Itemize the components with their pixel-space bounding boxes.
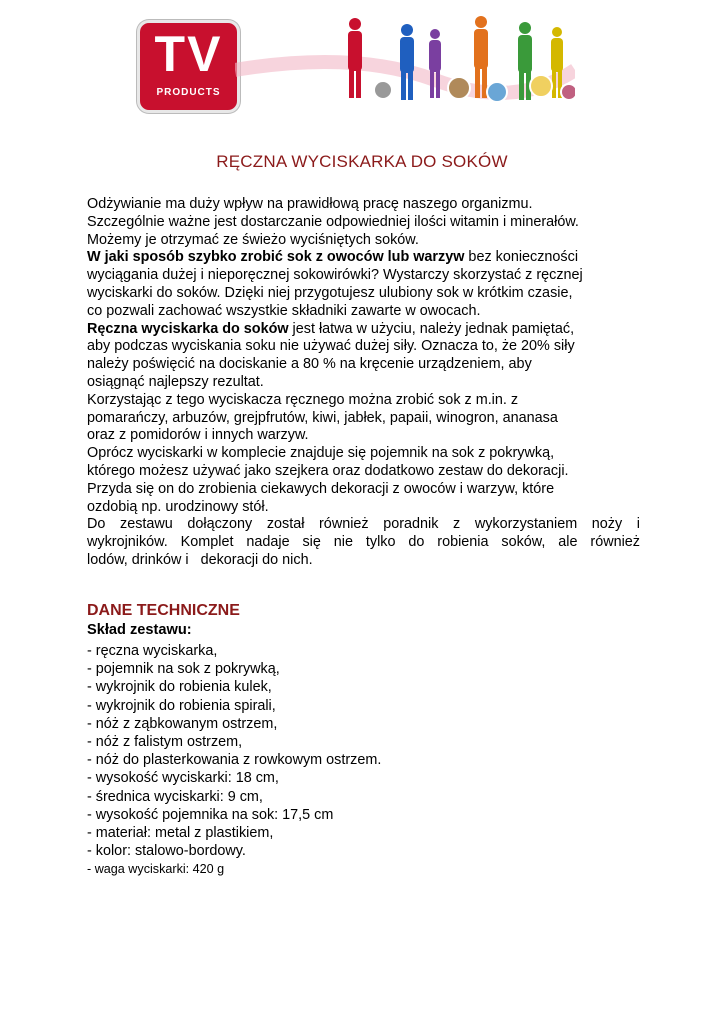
list-item: - ręczna wyciskarka, [87, 643, 218, 659]
text-line: co pozwali zachować wszystkie składniki zawarte w owocach. [87, 302, 481, 319]
text-fragment: bez konieczności [464, 249, 579, 266]
logo-main-text: TV [154, 26, 223, 82]
text-line: Oprócz wyciskarki w komplecie znajduje się pojemnik na sok z pokrywką, [87, 445, 555, 462]
person-red-icon [348, 18, 362, 98]
text-line: wyciągania dużej i nieporęcznej sokowirówki? Wystarczy skorzystać z ręcznej [87, 267, 583, 284]
text-line: Możemy je otrzymać ze świeżo wyciśniętych soków. [87, 231, 419, 248]
list-item: - kolor: stalowo-bordowy. [87, 843, 246, 860]
logo-sub-text: PRODUCTS [156, 87, 221, 98]
list-item: - wysokość wyciskarki: 18 cm, [87, 770, 279, 787]
people-silhouettes-graphic [235, 10, 575, 110]
list-item: - pojemnik na sok z pokrywką, [87, 661, 280, 678]
text-line [87, 321, 640, 339]
text-line: ozdobią np. urodzinowy stół. [87, 498, 269, 515]
text-line: Przyda się on do zrobienia ciekawych dekoracji z owoców i warzyw, które [87, 480, 555, 497]
page-title: RĘCZNA WYCISKARKA DO SOKÓW [216, 152, 508, 171]
text-line: którego możesz używać jako szejkera oraz dodatkowo zestaw do dekoracji. [87, 462, 569, 479]
header-banner [135, 10, 575, 110]
set-title: Skład zestawu: [87, 622, 192, 638]
text-line: oraz z pomidorów i innych warzyw. [87, 427, 309, 444]
text-fragment: jest łatwa w użyciu, należy jednak pamiętać, [288, 320, 575, 337]
tech-heading: DANE TECHNICZNE [87, 602, 240, 619]
text-line: Odżywianie ma duży wpływ na prawidłową pracę naszego organizmu. [87, 196, 533, 212]
list-item: - wysokość pojemnika na sok: 17,5 cm [87, 806, 334, 823]
text-line: pomarańczy, arbuzów, grejpfrutów, kiwi, jabłek, papaii, winogron, ananasa [87, 409, 558, 426]
text-line [87, 249, 640, 267]
text-line: osiągnąć najlepszy rezultat. [87, 373, 264, 390]
list-item: - wykrojnik do robienia kulek, [87, 679, 272, 696]
spec-list [87, 642, 381, 879]
list-item: - waga wyciskarki: 420 g [87, 862, 225, 877]
text-line: Do zestawu dołączony został również poradnik z wykorzystaniem noży i [87, 516, 640, 533]
bold-phrase: Ręczna wyciskarka do soków [87, 320, 289, 337]
description-text [87, 196, 640, 570]
list-item: - wykrojnik do robienia spirali, [87, 697, 276, 714]
text-line: należy poświęcić na dociskanie a 80 % na kręcenie urządzeniem, aby [87, 356, 532, 373]
text-line: Korzystając z tego wyciskacza ręcznego można zrobić sok z m.in. z [87, 391, 519, 408]
list-item: - średnica wyciskarki: 9 cm, [87, 788, 263, 805]
text-line: Szczególnie ważne jest dostarczanie odpowiedniej ilości witamin i minerałów. [87, 213, 579, 230]
text-line: lodów, drinków i dekoracji do nich. [87, 551, 313, 568]
text-line: aby podczas wyciskania soku nie używać dużej siły. Oznacza to, że 20% siły [87, 338, 575, 355]
tv-products-logo [137, 20, 240, 113]
bold-phrase: W jaki sposób szybko zrobić sok z owoców lub warzyw [87, 249, 465, 266]
list-item: - nóż do plasterkowania z rowkowym ostrzem. [87, 752, 382, 769]
list-item: - nóż z ząbkowanym ostrzem, [87, 715, 278, 732]
list-item: - materiał: metal z plastikiem, [87, 825, 274, 842]
person-blue-icon [400, 24, 414, 100]
list-item: - nóż z falistym ostrzem, [87, 734, 243, 751]
text-line: wyciskarki do soków. Dzięki niej przygotujesz ulubiony sok w krótkim czasie, [87, 284, 573, 301]
text-line: wykrojników. Komplet nadaje się nie tylko do robienia soków, ale również [87, 534, 640, 551]
person-purple-icon [429, 29, 441, 98]
